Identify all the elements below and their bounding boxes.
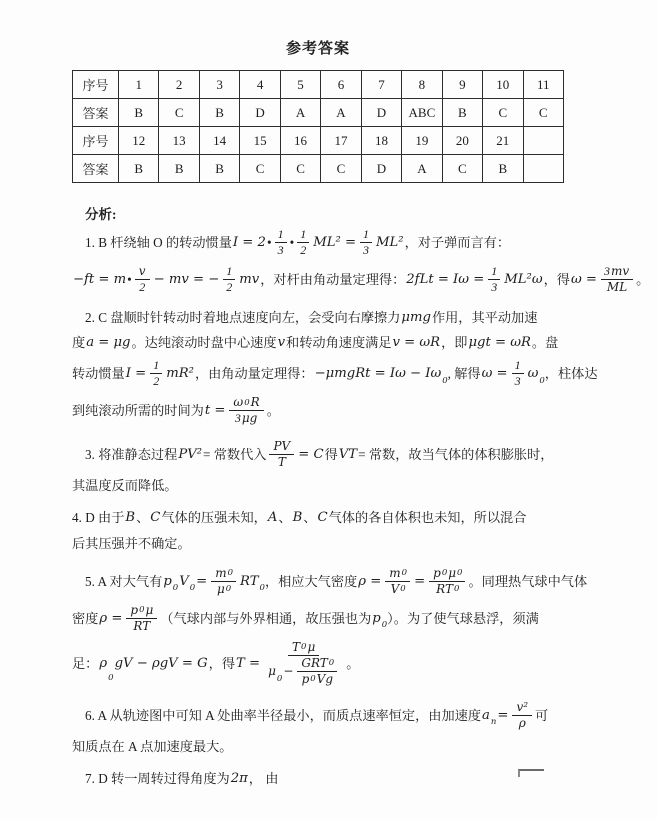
answer-cell [523,155,563,183]
math-text: I = 2 [232,234,266,250]
analysis-line [72,637,588,690]
answer-cell: ABC [402,99,442,127]
subscript-text: 0 [381,620,388,631]
fraction [275,227,287,258]
answer-cell: A [402,155,442,183]
analysis-item [72,305,598,429]
answer-cell: D [361,155,401,183]
math-text: ρ = [358,573,382,589]
plain-text: 1 [226,264,233,278]
math-text: ML² [376,234,404,250]
answer-cell: 11 [523,71,563,99]
answer-cell: 21 [483,127,523,155]
math-text: T = [236,655,261,671]
subscript-text: 0 [259,583,265,594]
math-text: −ft = m [73,271,127,287]
fraction-denominator [432,582,462,597]
answer-cell: 16 [280,127,320,155]
math-text: − mv = − [153,271,220,287]
analysis-item [72,505,588,555]
answer-cell: 20 [442,127,482,155]
subscript-text: 0 [539,375,545,386]
subscript-text: n [490,717,497,728]
math-text: m [389,565,401,580]
plain-text: ，由角动量定理得： [194,366,314,382]
plain-text: ，得 [543,271,570,287]
plain-text: ）。为了使气球悬浮，须满 [387,610,539,626]
subscript-text: 0 [457,568,463,579]
plain-text: 。 [636,271,650,287]
fraction-denominator [297,243,309,258]
math-text: p [372,610,381,626]
table-row [73,99,564,127]
fraction-denominator [136,280,148,295]
plain-text: 1 [363,227,369,241]
math-text: B [292,510,303,526]
analysis-list [72,224,650,798]
math-text: m [215,565,227,580]
fraction-numerator [269,439,294,455]
plain-text: 足： [72,655,99,671]
answer-table [72,70,564,183]
math-text: ω [233,395,244,410]
fraction [360,227,372,258]
plain-text: 。盘 [531,335,559,351]
plain-text: 2 [226,280,233,294]
math-text: GRT [301,655,328,670]
answer-cell: D [361,99,401,127]
plain-text: ，对杆由角动量定理得： [260,271,406,287]
plain-text: 6. A 从轨迹图中可知 A 处曲率半径最小，而质点速率恒定，由加速度 [85,707,482,723]
fraction [512,700,532,731]
plain-text: 和转动角速度满足 [286,335,392,351]
subscript-text: 0 [244,397,250,408]
math-text: ρ [99,655,108,671]
fraction-denominator [150,374,162,389]
fraction-denominator [213,582,234,597]
plain-text: 。达纯滚动时盘中心速度 [131,335,277,351]
math-text: − [283,663,294,678]
plain-text: • [289,234,295,250]
plain-text: 后其压强并不确定。 [72,535,191,551]
answer-cell: 18 [361,127,401,155]
fraction-denominator [360,243,372,258]
plain-text: 3 [363,243,369,257]
fraction [297,227,309,258]
analysis-line [72,392,588,429]
fraction [297,656,337,687]
math-text: RT [436,581,453,596]
fraction-denominator [274,455,290,470]
corner-mark-icon [518,769,544,777]
subscript-text: 0 [225,584,232,595]
math-text: B [125,510,136,526]
plain-text: 2. C 盘顺时针转动时着地点速度向左，会受向右摩擦力 [85,310,401,325]
answer-cell: 3 [199,71,239,99]
answer-cell: B [483,155,523,183]
answer-cell: D [240,99,280,127]
plain-text: ，柱体达 [544,366,598,382]
answer-cell: C [321,155,361,183]
plain-text: 3 [514,374,521,389]
analysis-item [72,563,588,690]
plain-text: • [127,271,132,287]
fraction-denominator [512,374,524,389]
analysis-line [72,697,588,734]
plain-text: 气体的压强未知， [161,510,267,526]
plain-text: 可 [535,707,549,723]
fraction-numerator [223,264,235,280]
plain-text: 3 [277,243,284,257]
answer-cell: 10 [483,71,523,99]
answer-cell: 13 [159,127,199,155]
plain-text: （气球内部与外界相通，故压强也为 [160,610,372,626]
answer-cell: 17 [321,127,361,155]
fraction [488,264,500,295]
answer-cell: 8 [402,71,442,99]
plain-text: • [266,234,272,250]
math-text: R [250,395,260,410]
answer-cell: 4 [240,71,280,99]
row-label-cell: 序号 [73,127,119,155]
analysis-line [72,563,588,600]
plain-text: 3 [234,411,241,426]
page-title: 参考答案 [285,41,350,57]
plain-text: 7. D 转一周转过得角度为 [85,770,230,786]
subscript-text: 0 [108,673,114,684]
subscript-text: 0 [400,584,406,595]
fraction [126,603,157,634]
fraction-denominator [275,243,287,258]
math-text: = [196,573,208,589]
fraction [223,264,235,295]
plain-text: 转动惯量 [72,366,125,382]
math-text: mv [239,271,260,287]
plain-text: 3 [603,264,610,278]
analysis-line [72,261,650,298]
plain-text: 2 [300,243,307,257]
analysis-line [72,531,588,556]
plain-text: 、 [278,510,292,526]
math-text: T [277,455,286,470]
fraction-denominator [387,582,409,597]
math-text: PV² [178,447,202,463]
answer-cell: 6 [321,71,361,99]
fraction-numerator [229,395,263,411]
plain-text: 1 [514,358,521,373]
fraction-numerator [126,603,157,619]
plain-text: ，对子弹而言有： [404,234,511,250]
answer-cell: B [159,155,199,183]
answer-cell: 9 [442,71,482,99]
math-text: PV [273,439,291,454]
math-text: p [163,573,172,589]
plain-text: 5. A 对大气有 [85,573,163,589]
plain-text: 3 [491,280,498,294]
math-text: C [317,510,328,526]
analysis-item [72,436,588,498]
analysis-item [72,766,588,791]
plain-text: 、 [303,510,317,526]
math-text: Vg [316,671,334,686]
math-text: μ [216,581,225,596]
math-text: T [292,639,301,654]
row-label-cell: 序号 [73,71,119,99]
subscript-text: 0 [276,674,283,685]
plain-text: 气体的各自体积也未知，所以混合 [328,510,527,526]
math-text: mR² [166,366,194,382]
answer-cell: B [442,99,482,127]
math-text: t = [204,403,226,419]
math-text: v = ωR [392,335,441,351]
fraction-numerator [211,566,236,582]
analysis-line [72,600,588,637]
plain-text: 。 [266,403,280,419]
analysis-line [72,355,598,392]
fraction-denominator [129,619,154,634]
fraction [429,566,465,597]
answer-cell [523,127,563,155]
analysis-line [72,473,588,498]
analysis-heading: 分析: [85,207,117,222]
fraction [211,566,236,597]
answer-cell: C [159,99,199,127]
math-text: gV − ρgV = G [114,655,208,671]
math-text: a [482,707,490,723]
answer-cell: C [483,99,523,127]
row-label-cell: 答案 [73,155,119,183]
fraction [264,640,343,687]
fraction-numerator [601,264,633,280]
math-text: mv [610,264,630,278]
plain-text: ，得 [208,655,236,671]
math-text: ω [527,366,539,382]
fraction [512,358,524,389]
answer-cell: 19 [402,127,442,155]
fraction-denominator [232,411,261,426]
plain-text: = 常数，故当气体的体积膨胀时， [358,447,554,463]
plain-text: 作用，其平动加速 [431,310,538,325]
math-text: μg [241,411,258,426]
fraction-numerator [385,566,410,582]
plain-text: ，相应大气密度 [264,573,358,589]
fraction-numerator [297,227,309,243]
analysis-line [72,224,588,261]
plain-text: 密度 [72,610,99,626]
math-text: RT [133,618,151,633]
subscript-text: 0 [301,642,307,653]
subscript-text: 0 [227,568,234,579]
answer-cell: 15 [240,127,280,155]
subscript-text: 0 [310,674,316,685]
math-text: p [130,602,139,617]
math-text: μgt = ωR [468,335,531,351]
table-row [73,127,564,155]
math-text: ω = [481,366,508,382]
answer-cell: C [442,155,482,183]
plain-text: 1 [300,227,307,241]
answer-cell: B [199,99,239,127]
math-text: ρ [518,715,526,730]
math-text: V [179,573,189,589]
answer-table-body [73,71,564,183]
math-text: ML [606,280,628,294]
math-text: −μmgRt = Iω − Iω [314,366,442,382]
math-text: C [150,510,161,526]
answer-cell: 2 [159,71,199,99]
math-text: v [277,335,286,351]
answer-cell: B [119,155,159,183]
plain-text: 1 [277,227,284,241]
fraction [135,264,150,295]
math-text: v² [516,699,529,714]
subscript-text: 0 [189,583,196,594]
plain-text: 。 [346,655,360,671]
subscript-text: 0 [441,568,448,579]
math-text: = [414,573,426,589]
math-text: 2π [230,770,248,786]
subscript-text: 0 [442,375,448,386]
math-text: ML²ω [504,271,543,287]
math-text: p [301,671,310,686]
analysis-line [72,305,588,330]
answer-cell: C [240,155,280,183]
fraction [269,439,294,470]
math-text: A [267,510,278,526]
math-text: V [390,581,400,596]
plain-text: 1. B 杆绕轴 O 的转动惯量 [85,234,232,250]
fraction-numerator [135,264,150,280]
math-text: μ [448,565,457,580]
fraction-numerator [150,358,162,374]
fraction [150,358,162,389]
fraction [385,566,410,597]
fraction-numerator [297,656,337,672]
answer-cell: C [523,99,563,127]
plain-text: 4. D 由于 [72,510,125,526]
plain-text: 2 [153,374,160,389]
analysis-line [72,436,588,473]
math-text: μ [268,663,276,678]
plain-text: ， 由 [248,770,279,786]
answer-cell: B [119,99,159,127]
table-row [73,155,564,183]
math-text: RT [240,573,259,589]
fraction [601,264,633,295]
answer-cell: B [199,155,239,183]
plain-text: 知质点在 A 点加速度最大。 [72,738,233,754]
answer-cell: 1 [119,71,159,99]
fraction-numerator [288,640,319,656]
fraction-denominator [603,280,631,295]
plain-text: 2 [139,280,146,294]
plain-text: 1 [491,264,498,278]
plain-text: = 常数代入 [203,447,267,463]
plain-text: ，即 [441,335,468,351]
fraction [229,395,263,426]
subscript-text: 0 [328,658,335,669]
fraction-numerator [429,566,465,582]
math-text: 2fLt = Iω = [406,271,485,287]
fraction-denominator [223,280,235,295]
plain-text: 1 [153,358,160,373]
math-text: = [497,707,509,723]
plain-text: 其温度反而降低。 [72,478,178,494]
answer-cell: C [280,155,320,183]
math-text: v [138,264,146,278]
table-row [73,71,564,99]
analysis-line [72,734,588,759]
math-text: ω = [570,271,597,287]
fraction-denominator [488,280,500,295]
math-text: μmg [401,310,431,325]
fraction-denominator [515,716,530,731]
plain-text: 度 [72,335,86,351]
math-text: ρ = [99,610,123,626]
math-text: I = [125,366,147,382]
answer-cell: 5 [280,71,320,99]
analysis-item [72,224,650,298]
fraction-numerator [512,700,532,716]
row-label-cell: 答案 [73,99,119,127]
analysis-line [72,766,588,791]
math-text: VT [338,447,358,463]
plain-text: 、 [136,510,150,526]
math-text: μ [307,639,316,654]
answer-cell: 7 [361,71,401,99]
fraction-numerator [488,264,500,280]
plain-text: 。同理热气球中气体 [468,573,588,589]
analysis-item [72,697,588,759]
fraction-denominator [264,656,343,687]
subscript-text: 0 [139,605,145,616]
math-text: μ [145,602,154,617]
plain-text: 得 [324,447,338,463]
plain-text: 到纯滚动所需的时间为 [72,403,204,419]
analysis-line [72,505,588,530]
fraction-numerator [360,227,372,243]
fraction-numerator [275,227,287,243]
math-text: p [433,565,441,580]
subscript-text: 0 [401,568,408,579]
plain-text: , 解得 [447,366,481,382]
math-text: ML² = [313,234,356,250]
answer-cell: 12 [119,127,159,155]
fraction-numerator [512,358,524,374]
subscript-text: 0 [172,583,179,594]
answer-cell: A [280,99,320,127]
subscript-text: 0 [454,584,460,595]
answer-cell: A [321,99,361,127]
math-text: = C [298,447,324,463]
plain-text: 3. 将准静态过程 [85,447,178,463]
answer-cell: 14 [199,127,239,155]
analysis-line [72,330,588,355]
math-text: a = μg [86,335,131,351]
fraction-denominator [298,672,337,687]
